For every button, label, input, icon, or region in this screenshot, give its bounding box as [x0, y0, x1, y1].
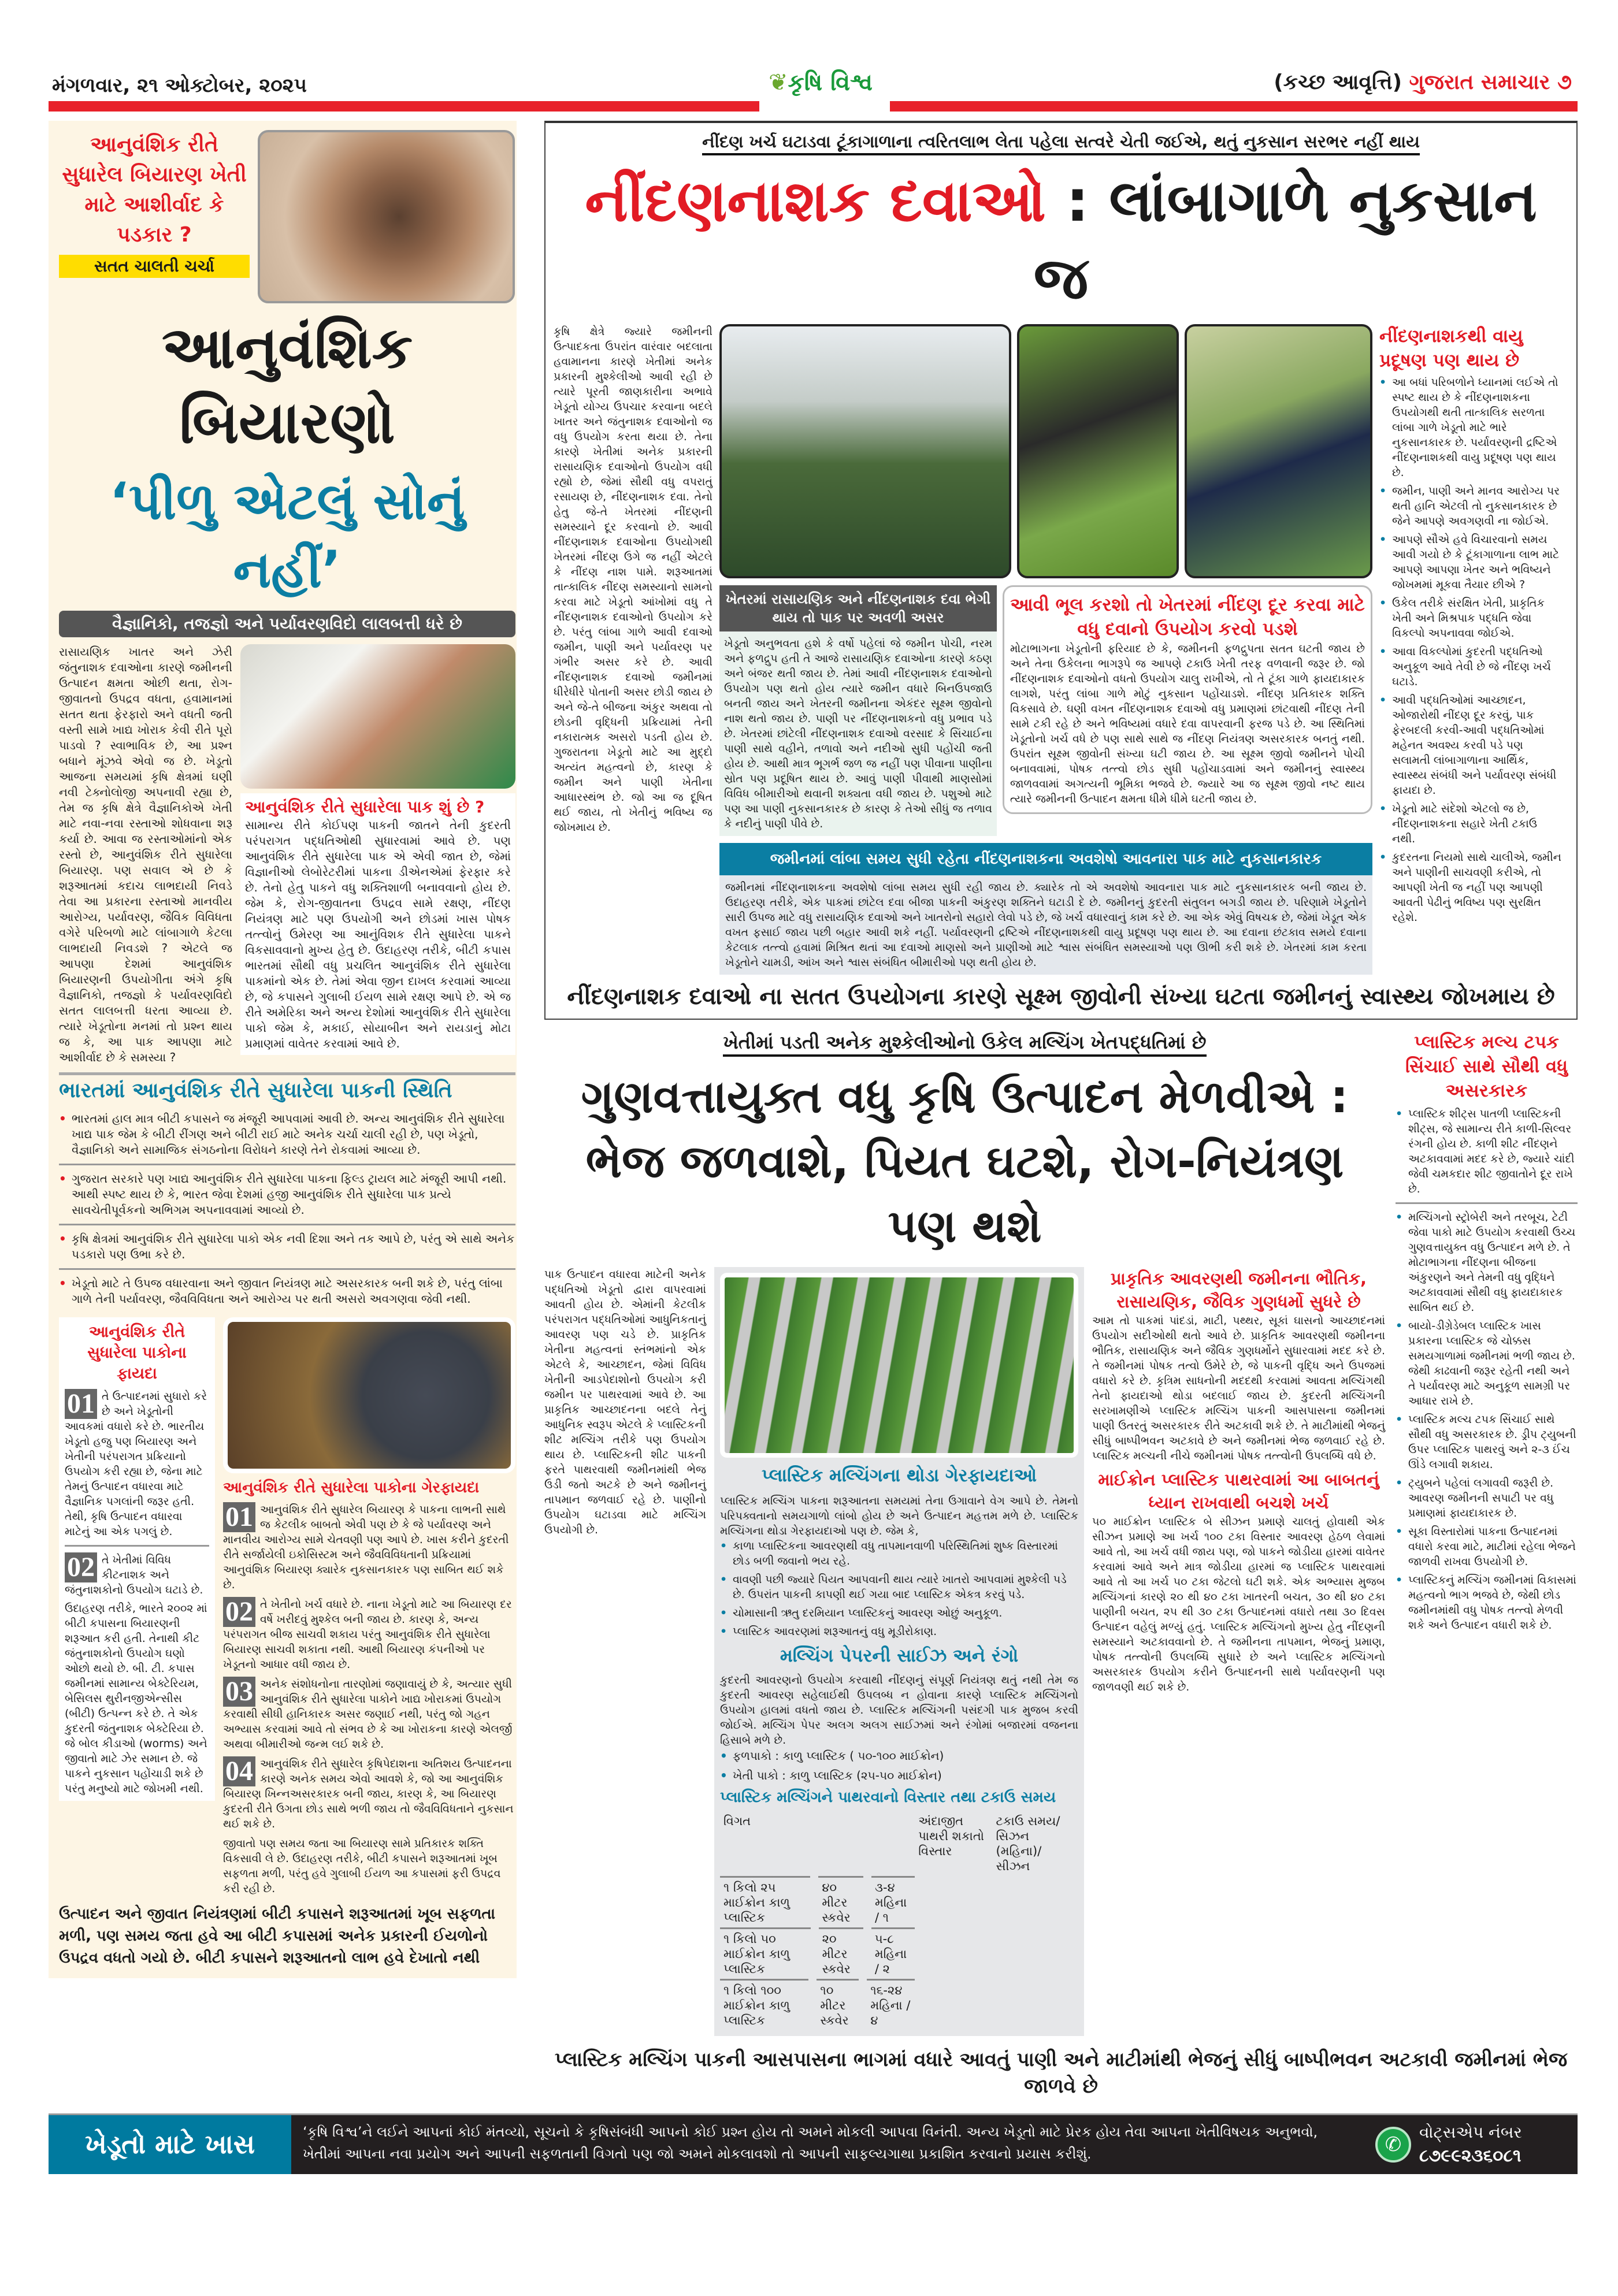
air-bullet: • ખેડૂતો માટે સંદેશો એટલો જ છે, નીંદણનાશકના સહારે ખેતી ટકાઉ નથી.: [1379, 801, 1561, 846]
gm-harms: [223, 1317, 515, 1896]
whatsapp-block: [1370, 2115, 1578, 2174]
issue-date: મંગળવાર, ૨૧ ઓક્ટોબર, ૨૦૨૫: [52, 74, 307, 97]
mulch-table: [720, 1811, 1078, 2030]
gm-headline: આનુવંશિક બિયારણો: [161, 314, 413, 456]
weed-intro: કૃષિ ક્ષેત્રે જ્યારે જમીનની ઉત્પાદકતા ઉપરાંત વારંવાર બદલાતા હવામાનના કારણે ખેતીમાં અનેક પ્રકારની મુશ્કેલીઓ આવી રહી છે ત્યારે પૂરતી જાણકારીના અભાવે ખેડૂતો યોગ્ય ઉપચાર કરવાના બદલે ખાતર અને જંતુનાશક દવાઓનો જ વધુ ઉપયોગ કરતા થયા છે. તેના કારણે ખેતીમાં અનેક પ્રકારની રાસાયણિક દવાઓનો ઉપયોગ વધી રહ્યો છે, જેમાં સૌથી વધુ વપરાતું રસાયણ છે, નીંદણનાશક દવા. તેનો હેતુ જે-તે ખેતરમાં નીંદણની સમસ્યાને દૂર કરવાનો છે. આવી નીંદણનાશક દવાઓના ઉપયોગથી ખેતરમાં નીંદણ ઉગે જ નહીં એટલે કે નીંદણ નાશ પામે. શરૂઆતમાં તાત્કાલિક નીંદણ સમસ્યાનો સામનો કરવા માટે ખેડૂતો આંખોમાં વધુ તે નીંદણનાશક દવાઓનો ઉપયોગ કરે છે. પરંતુ લાંબા ગાળે આવી દવાઓ જમીન, પાણી અને પર્યાવરણ પર ગંભીર અસર કરે છે. આવી નીંદણનાશક દવાઓ જમીનમાં ધીરેધીરે પોતાની અસર છોડી જાય છે અને જે-તે બીજના અંકુર અથવા તો છોડની વૃદ્ધિની પ્રક્રિયામાં તેની નકારાત્મક અસરો પડતી હોય છે. ગુજરાતના ખેડૂતો માટે આ મુદ્દો અત્યંત મહત્વનો છે, કારણ કે જમીન અને પાણી ખેતીના આધારસ્થંભ છે. જો આ જ દૂષિત થઈ જાય, તો ખેતીનું ભવિષ્ય જ જોખમાય છે.: [554, 325, 712, 834]
gm-harms-heading: આનુવંશિક રીતે સુધારેલા પાકોના ગેરફાયદા: [223, 1479, 480, 1496]
weed-boxes-row: [719, 585, 1372, 836]
benefit-item: 02 તે ખેતીમાં વિવિધ કીટનાશક અને જંતુનાશકોનો ઉપયોગ ઘટાડે છે.: [65, 1552, 203, 1596]
cons-intro: પ્લાસ્ટિક મલ્ચિંગ પાકના શરૂઆતના સમયમાં તેના ઉગાવાને વેગ આપે છે. તેમનો પરિપક્વતાનો સમયગાળો લાંબો હોય છે અને ઉત્પાદન મહત્તમ મળે છે. પ્લાસ્ટિક મલ્ચિંગના થોડા ગેરફાયદાઓ પણ છે. જેમ કે,: [720, 1495, 1078, 1537]
cons-bullet: • ચોમાસાની ઋતુ દરમિયાન પ્લાસ્ટિકનું આવરણ ઓછું અનુકૂળ.: [720, 1606, 1078, 1621]
harm-item: 03 અનેક સંશોધનોના તારણોમાં જણાવાયું છે કે, અત્યાર સુધી આનુવંશિક રીતે સુધારેલા પાકોને ખાદ્ય ખોરાકમાં ઉપયોગ કરવાથી સીધી હાનિકારક અસર જણાઈ નથી, પરંતુ જો ગહન અભ્યાસ કરવામાં આવે તો સંભવ છે કે આ ખોરાકના કારણે એલર્જી અથવા બીમારીઓ જન્મ લઈ શકે છે.: [223, 1676, 513, 1751]
page-body: [49, 121, 1578, 2100]
residue-heading: જમીનમાં લાંબા સમય સુધી રહેતા નીંદણનાશકના અવશેષો આવનારા પાક માટે નુકસાનકારક: [719, 843, 1372, 875]
drip-bullet: • પ્લાસ્ટિક મલ્ચ ટપક સિંચાઈ સાથે સૌથી વધુ અસરકારક છે. ડ્રીપ ટ્યુબની ઉપર પ્લાસ્ટિક પાથરવું અને ૨-૩ ઈંચ ઊંડે લગાવી શકાય.: [1396, 1412, 1578, 1472]
gm-what-section: [240, 793, 515, 1055]
india-bullet: • ગુજરાત સરકારે પણ ખાદ્ય આનુવંશિક રીતે સુધારેલા પાકના ફિલ્ડ ટ્રાયલ માટે મંજૂરી આપી નથી. આથી સ્પષ્ટ થાય છે કે, ભારત જેવા દેશમાં હજી આનુવંશિક રીતે સુધારેલા પાક પ્રત્યે સાવચેતીપૂર્વકનો અભિગમ અપનાવવામાં આવ્યો છે.: [59, 1171, 515, 1218]
gm-india-list: [59, 1111, 515, 1310]
whatsapp-label: વોટ્સએપ નંબર: [1419, 2123, 1522, 2142]
harm-item: 01 આનુવંશિક રીતે સુધારેલ બિયારણ કે પાકના લાભની સાથે જ કેટલીક બાબતો એવી પણ છે કે જે પર્યાવરણ અને માનવીય આરોગ્ય સામે ચેતવણી પણ આપે છે. ખાસ કરીને કુદરતી રીતે સર્જાયેલી ઇકોસિસ્ટમ અને જૈવવિવિધતાની પ્રક્રિયામાં આનુવંશિક બિયારણ ક્યારેક નુકસાનકારક પણ સાબિત થઈ શકે છે.: [223, 1502, 509, 1591]
air-bullets: [1379, 375, 1561, 925]
gm-pros-cons-row: [59, 1317, 515, 1896]
residue-body: જમીનમાં નીંદણનાશકના અવશેષો લાંબા સમય સુધી રહી જાય છે. ક્યારેક તો એ અવશેષો આવનારા પાક માટે નુકસાનકારક બની જાય છે. ઉદાહરણ તરીકે, એક પાકમાં છાંટેલ દવા બીજા પાકની અંકુરણ શક્તિને ઘટાડી દે છે. જમીનનું કુદરતી સંતુલન બગડી જાય છે. પરિણામે ખેડૂતોને સારી ઉપજ માટે વધુ રાસાયણિક દવાઓ અને ખાતરોનો સહારો લેવો પડે છે, જે ખર્ચ વધારવાનું કામ કરે છે. આ એક એવું વિષચક્ર છે, જેમાં ખેડૂત એક વખત ફસાઈ જાય પછી બહાર આવી શકે નહીં. પર્યાવરણની દ્રષ્ટિએ નીંદણનાશકથી વાયુ પ્રદૂષણ પણ થાય છે. આ દવાના છંટકાવ સમયે દવાના કેટલાક તત્ત્વો હવામાં મિશ્રિત થતાં આ દવાઓ માણસો અને પ્રાણીઓ માટે શ્વાસ સંબંધિત સમસ્યાઓ પણ ઊભી કરી શકે છે. ખેતરમાં કામ કરતા ખેડૂતોને ચામડી, આંખ અને શ્વાસ સંબંધિત બીમારીઓ પણ થતી હોય છે.: [725, 881, 1367, 969]
footer-message: ‘કૃષિ વિશ્વ’ને લઈને આપનાં કોઈ મંતવ્યો, સૂચનો કે કૃષિસંબંધી આપનો કોઈ પ્રશ્ન હોય તો અમને મોકલી આપવા વિનંતી. અન્ય ખેડૂતો માટે પ્રેરક હોય તેવા આપના ખેતીવિષયક અનુભવો, ખેતીમાં આપના નવા પ્રયોગ અને આપની સફળતાની વિગતો પણ જો અમને મોકલાવશો તો આપની સાફલ્યગાથા પ્રકાશિત કરવાનો પ્રયાસ કરીશું.: [303, 2124, 1318, 2162]
whatsapp-icon: ✆: [1375, 2127, 1411, 2163]
weed-bottom-line: નીંદણનાશક દવાઓ ના સતત ઉપયોગના કારણે સૂક્ષ્મ જીવોની સંખ્યા ઘટતા જમીનનું સ્વાસ્થ્ય જોખમાય છે: [567, 983, 1555, 1010]
drip-list: [1396, 1106, 1578, 1633]
drip-bullet: • પ્લાસ્ટિક શીટ્સ પાતળી પ્લાસ્ટિકની શીટ્સ, જે સામાન્ય રીતે કાળી-સિલ્વર રંગની હોય છે. કાળી શીટ નીંદણને અટકાવવામાં મદદ કરે છે, જ્યારે ચાંદી જેવી ચમકદાર શીટ જીવાતોને દૂર રાખે છે.: [1396, 1106, 1578, 1197]
india-bullet: • ખેડૂતો માટે તે ઉપજ વધારવાના અને જીવાત નિયંત્રણ માટે અસરકારક બની શકે છે, પરંતુ લાંબા ગાળે તેની પર્યાવરણ, જૈવવિવિધતા અને આરોગ્ય પર થતી અસરો અવગણવા જેવી નથી.: [59, 1276, 515, 1307]
drip-heading: પ્લાસ્ટિક મલ્ચ ટપક સિંચાઈ સાથે સૌથી વધુ અસરકારક: [1405, 1032, 1568, 1101]
gm-benefits-heading: આનુવંશિક રીતે સુધારેલા પાકોના ફાયદા: [87, 1323, 187, 1383]
chem-heading: ખેતરમાં રાસાયણિક અને નીંદણનાશક દવા ભેગી થાય તો પાક પર અવળી અસર: [719, 585, 997, 631]
drip-bullet: • પ્લાસ્ટિકનું મલ્ચિંગ જમીનમાં વિકાસમાં મહત્વનો ભાગ ભજવે છે, જેથી છોડ જમીનમાંથી વધુ પોષક તત્ત્વો મેળવી શકે અને ઉત્પાદન વધારી શકે છે.: [1396, 1573, 1578, 1633]
micron-body: ૫૦ માઈક્રોન પ્લાસ્ટિક બે સીઝન પ્રમાણે ચાલતું હોવાથી એક સીઝન પ્રમાણે આ ખર્ચ ૧૦૦ ટકા વિસ્તાર આવરણ હેઠળ લેવામાં આવે તો, આ ખર્ચ વધી જાય પણ, જો પાકને જોડીયા હારમાં વાવેતર કરવામાં આવે અને માત્ર જોડીયા હારમાં જ પ્લાસ્ટિક પાથરવામાં આવે તો આ ખર્ચ ૫૦ ટકા જેટલો ઘટી શકે. એક અભ્યાસ મુજબ મલ્ચિંગનાં કારણે ૨૦ થી ૪૦ ટકા ખાતરની બચત, ૩૦ થી ૪૦ ટકા પાણીની બચત, ૨૫ થી ૩૦ ટકા ઉત્પાદનમાં વધારો તથા ૩૦ દિવસ ઉત્પાદન વહેલું મળ્યું હતું. પ્લાસ્ટિક મલ્ચિંગનો મુખ્ય હેતુ નીંદણની સમસ્યાને અટકાવવાનો છે. તે જમીનના તાપમાન, ભેજનું પ્રમાણ, પોષક તત્ત્વોની ઉપલબ્ધિ સુધારે છે અને પ્લાસ્ટિક મલ્ચિંગનો અસરકારક ઉપયોગ કરીને ઉત્પાદનની સાથે પર્યાવરણની પણ જાળવણી થઈ શકે છે.: [1092, 1515, 1385, 1693]
weed-kicker: નીંદણ ખર્ચ ઘટાડવા ટૂંકાગાળાના ત્વરિતલાભ લેતા પહેલા સત્વરે ચેતી જઈએ, થતું નુકસાન સરભર નહીં થાય: [702, 130, 1420, 155]
cons-heading: પ્લાસ્ટિક મલ્ચિંગના થોડા ગેરફાયદાઓ: [761, 1465, 1037, 1486]
discussion-tag: સતત ચાલતી ચર્ચા: [59, 255, 250, 278]
weed-headline: નીંદણનાશક દવાઓ : લાંબાગાળે નુકસાન જ: [585, 167, 1537, 312]
mulch-main: [544, 1030, 1385, 2036]
gm-closing: ઉત્પાદન અને જીવાત નિયંત્રણમાં બીટી કપાસને શરૂઆતમાં ખૂબ સફળતા મળી, પણ સમય જતા હવે આ બીટી કપાસમાં અનેક પ્રકારની ઈયળોનો ઉપદ્રવ વધતો ગયો છે. બીટી કપાસને શરૂઆતનો લાભ હવે દેખાતો નથી: [59, 1905, 496, 1967]
gm-seeds-article: [49, 121, 517, 1978]
drip-section: [1396, 1030, 1578, 1636]
air-bullet: • જમીન, પાણી અને માનવ આરોગ્ય પર થતી હાનિ એટલી તો નુકસાનકારક છે જેને આપણે અવગણવી ના જોઈએ.: [1379, 484, 1561, 529]
air-pollution-section: [1379, 324, 1561, 928]
drip-bullet: • બાયો-ડીગ્રેડેબલ પ્લાસ્ટિક ખાસ પ્રકારના પ્લાસ્ટિક જે ચોક્કસ સમયગાળામાં જમીનમાં ભળી જાય છે. જેથી કાઢવાની જરૂર રહેતી નથી અને તે પર્યાવરણ માટે અનુકૂળ સામગ્રી પર આધાર રાખે છે.: [1396, 1318, 1578, 1409]
size-heading: મલ્ચિંગ પેપરની સાઈઝ અને રંગો: [780, 1645, 1019, 1666]
air-bullet: • ઉકેલ તરીકે સંરક્ષિત ખેતી, પ્રાકૃતિક ખેતી અને મિશ્રપાક પદ્ધતિ જેવા વિકલ્પો અપનાવવા જોઈએ.: [1379, 596, 1561, 641]
harm-item: 02 તે ખેતીનો ખર્ચ વધારે છે. નાના ખેડૂતો માટે આ બિયારણ દર વર્ષે ખરીદવું મુશ્કેલ બની જાય છે. કારણ કે, અન્ય પરંપરાગત બીજ સાચવી શકાય પરંતુ આનુવંશિક રીતે સુધારેલા બિયારણ સાચવી શકાતા નથી. આથી બિયારણ કંપનીઓ પર ખેડૂતનો આધાર વધી જાય છે.: [223, 1596, 512, 1671]
cons-bullet: • કાળા પ્લાસ્ટિકના આવરણથી વધુ તાપમાનવાળી પરિસ્થિતિમાં શુષ્ક વિસ્તારમાં છોડ બળી જવાનો ભય રહે.: [720, 1539, 1078, 1569]
table-row: ૧ કિલો ૫૦ માઈક્રોન કાળુ પ્લાસ્ટિક ૨૦ મીટર સ્કવેર ૫-૮ મહિના / ૨: [720, 1927, 915, 1979]
mulch-kicker-wrap: [544, 1030, 1385, 1057]
weed-middle: [719, 324, 1372, 975]
page-number: ૭: [1557, 70, 1572, 94]
size-body: કુદરતી આવરણનો ઉપયોગ કરવાથી નીંદણનું સંપૂર્ણ નિયંત્રણ થતું નથી તેમ જ કુદરતી આવરણ સહેલાઈથી ઉપલબ્ધ ન હોવાના કારણે પ્લાસ્ટિક મલ્ચિંગનો ઉપયોગ હાલમાં વધતો જાય છે. પ્લાસ્ટિક મલ્ચિંગની પસંદગી પાક મુજબ કરવી જોઈએ. મલ્ચિંગ પેપર અલગ અલગ સાઈઝમાં અને રંગોમાં બજારમાં વજનના હિસાબે મળે છે.: [720, 1674, 1078, 1747]
drip-bullet: • મલ્ચિંગનો સ્ટ્રોબેરી અને તરબૂચ, ટેટી જેવા પાકો માટે ઉપયોગ કરવાથી ઉચ્ચ ગુણવત્તાયુક્ત વધુ ઉત્પાદન મળે છે. તે મોટાભાગના નીંદણના બીજના અંકુરણને અને તેમની વધુ વૃદ્ધિને અટકાવવામાં સૌથી વધુ ફાયદાકારક સાબિત થઈ છે.: [1396, 1210, 1578, 1315]
table-heading: પ્લાસ્ટિક મલ્ચિંગને પાથરવાનો વિસ્તાર તથા ટકાઉ સમય: [720, 1789, 1056, 1806]
size-bullet: • ખેતી પાકો : કાળુ પ્લાસ્ટિક (૨૫-૫૦ માઈક્રોન): [720, 1767, 1078, 1784]
table-row: ૧ કિલો ૨૫ માઈક્રોન કાળુ પ્લાસ્ટિક ૪૦ મીટર સ્કવેર ૩-૪ મહિના / ૧: [720, 1876, 915, 1927]
air-heading: નીંદણનાશકથી વાયુ પ્રદૂષણ પણ થાય છે: [1379, 326, 1523, 371]
gm-what-col: [240, 644, 515, 1055]
air-bullet: • આ બધાં પરિબળોને ધ્યાનમાં લઈએ તો સ્પષ્ટ થાય છે કે નીંદણનાશકના ઉપયોગથી થતી તાત્કાલિક સરળતા લાંબા ગાળે ખેડૂતો માટે ભારે નુકસાનકારક છે. પર્યાવરણની દ્રષ્ટિએ નીંદણનાશકથી વાયુ પ્રદૂષણ પણ થાય છે.: [1379, 375, 1561, 480]
gm-india-heading: ભારતમાં આનુવંશિક રીતે સુધારેલા પાકની સ્થિતિ: [59, 1072, 515, 1104]
air-bullet: • આવા વિકલ્પોમાં કુદરતી પદ્ધતિઓ અનુકૂળ આવે તેવી છે જે નીંદણ ખર્ચ ઘટાડે.: [1379, 644, 1561, 689]
drip-bullet: • ટ્યુબને પહેલાં લગાવવી જરૂરી છે. આવરણ જમીનની સપાટી પર વધુ પ્રમાણમાં ફાયદાકારક છે.: [1396, 1476, 1578, 1521]
right-articles: [544, 121, 1578, 2100]
mulch-columns: [544, 1267, 1385, 2036]
gm-intro: રાસાયણિક ખાતર અને ઝેરી જંતુનાશક દવાઓના કારણે જમીનની ઉત્પાદન ક્ષમતા ઓછી થતા, રોગ-જીવાતનો ઉપદ્રવ વધતા, હવામાનમાં સતત થતા ફેરફારો અને વધતી જતી વસ્તી સામે ખાદ્ય ખોરાક કેવી રીતે પૂરો પાડવો ? સ્વાભાવિક છે, આ પ્રશ્ન બધાને મૂંઝવે એવો જ છે. ખેડૂતો આજના સમયમાં કૃષિ ક્ષેત્રમાં ઘણી નવી ટેક્નોલોજી અપનાવી રહ્યા છે, તેમ જ કૃષિ ક્ષેત્રે વૈજ્ઞાનિકોએ ખેતી માટે નવા-નવા રસ્તાઓ શોધવાના શરૂ કર્યા છે. આવા જ રસ્તાઓમાંનો એક રસ્તો છે, આનુવંશિક રીતે સુધારેલા બિયારણ. પણ સવાલ એ છે કે શરૂઆતમાં કદાચ લાભદાયી નિવડે તેવા આ પ્રકારના રસ્તાઓ માનવીય આરોગ્ય, પર્યાવરણ, જૈવિક વિવિધતા વગેરે પરિબળો માટે લાંબાગાળે કેટલા લાભદાયી નિવડશે ? એટલે જ આપણા દેશમાં આનુવંશિક બિયારણની ઉપયોગીતા અંગે કૃષિ વૈજ્ઞાનિકો, તજજ્ઞો કે પર્યાવરણવિદો સતત લાલબત્તી ધરતા આવ્યા છે. ત્યારે ખેડૂતોના મનમાં તો પ્રશ્ન થાય જ કે, આ પાક આપણા માટે આશીર્વાદ છે કે સમસ્યા ?: [59, 645, 232, 1064]
weed-grid: [554, 324, 1568, 975]
header-rule-right: [890, 101, 1578, 112]
page-header: [0, 0, 1618, 121]
field-spray-photo: [1185, 324, 1372, 578]
col-header: અંદાજીત પાથરી શકાતો વિસ્તાર: [918, 1814, 984, 1858]
mulch-intro: પાક ઉત્પાદન વધારવા માટેની અનેક પદ્ધતિઓ ખેડૂતો દ્વારા વાપરવામાં આવતી હોય છે. એમાંની કેટલીક પરંપરાગત પદ્ધતિઓમાં આધુનિકતાનું આવરણ પણ ચડે છે. પ્રાકૃતિક ખેતીના મહત્વનાં સ્તંભમાંનો એક એટલે કે, આચ્છાદન, જેમાં વિવિધ ખેતીની આડપેદાશોનો ઉપયોગ કરી જમીન પર પાથરવામાં આવે છે. આ પ્રાકૃતિક આચ્છાદનના બદલે તેનું આધુનિક સ્વરૂપ એટલે કે પ્લાસ્ટિકની શીટ મલ્ચિંગ તરીકે પણ ઉપયોગ થાય છે. પ્લાસ્ટિકની શીટ પાકની ફરતે પાથરવાથી જમીનમાંથી ભેજ ઉડી જતો અટકે છે અને જમીનનું તાપમાન જળવાઈ રહે છે. પાણીનો ઉપયોગ ઘટાડવા માટે મલ્ચિંગ ઉપયોગી છે.: [544, 1268, 706, 1536]
weed-kicker-wrap: [554, 130, 1568, 155]
section-logo: ❦કૃષિ વિશ્વ: [769, 69, 873, 96]
edition-info: (કચ્છ આવૃત્તિ) ગુજરાત સમાચાર ૭: [1274, 70, 1572, 94]
cons-list: [720, 1539, 1078, 1639]
gm-benefits-box: [59, 1317, 215, 1801]
weedicide-article: [544, 121, 1578, 1020]
mulch-bottom-line: પ્લાસ્ટિક મલ્ચિંગ પાકની આસપાસના ભાગમાં વધારે આવતું પાણી અને માટીમાંથી ભેજનું સીધું બાષ્પીભવન અટકાવી જમીનમાં ભેજ જાળવે છે: [554, 2048, 1568, 2098]
residue-section: [719, 843, 1372, 975]
footer-tag: ખેડૂતો માટે ખાસ: [49, 2115, 291, 2174]
air-bullet: • કુદરતના નિયમો સાથે ચાલીએ, જમીન અને પાણીની સાચવણી કરીએ, તો આપણી ખેતી જ નહીં પણ આપણી આવતી પેઢીનું ભવિષ્ય પણ સુરક્ષિત રહેશે.: [1379, 850, 1561, 925]
gm-subheadline: ‘પીળુ એટલું સોનું નહીં’: [109, 471, 465, 599]
air-bullet: • આવી પદ્ધતિઓમાં આચ્છાદન, ઓજારોથી નીંદણ દૂર કરવું, પાક ફેરબદલી કરવી-આવી પદ્ધતિઓમાં મહેનત અવશ્ય કરવી પડે પણ સલામતી લાંબાગાળાના આર્થિક, સ્વાસ્થ્ય સંબંધી અને પર્યાવરણ સંબંધી ફાયદા છે.: [1379, 693, 1561, 798]
table-row: ૧ કિલો ૧૦૦ માઈક્રોન કાળુ પ્લાસ્ટિક ૧૦ મીટર સ્કવેર ૧૬-૨૪ મહિના / ૪: [720, 1979, 915, 2030]
mulch-article: [544, 1030, 1578, 2036]
paper-name: ગુજરાત સમાચાર: [1409, 70, 1550, 94]
benefit-item: 01 તે ઉત્પાદનમાં સુધારો કરે છે અને ખેડૂતોની આવકમાં વધારો કરે છે. ભારતીય ખેડૂતો હજુ પણ બિયારણ અને ખેતીની પરંપરાગત પ્રક્રિયાનો ઉપયોગ કરી રહ્યા છે, જેના માટે તેમનું ઉત્પાદન વધારવા માટે વૈજ્ઞાનિક પગલાંની જરૂર હતી. તેથી, કૃષિ ઉત્પાદન વધારવા માટેનું આ એક પગલું છે.: [65, 1388, 207, 1538]
weeding-farmer-photo: [1017, 324, 1179, 578]
size-bullet: • ફળપાકો : કાળુ પ્લાસ્ટિક ( ૫૦-૧૦૦ માઈક્રોન): [720, 1748, 1078, 1764]
cons-bullet: • પ્લાસ્ટિક આવરણમાં શરૂઆતનું વધુ મૂડીરોકાણ.: [720, 1624, 1078, 1639]
chem-body: ખેડૂતો અનુભવતા હશે કે વર્ષો પહેલાં જે જમીન પોચી, નરમ અને ફળદ્રુપ હતી તે આજે રાસાયણિક દવાઓના કારણે કઠણ અને બંજર થતી જાય છે. તેમાં આવી નીંદણનાશક દવાઓનો ઉપયોગ પણ થતો હોય ત્યારે જમીન વધારે બિનઉપજાઉ બનતી જાય અને ખેતરની જમીનના એકંદર સૂક્ષ્મ જીવોનો નાશ થતો જાય છે. પાણી પર નીંદણનાશકનો વધુ પ્રભાવ પડે છે. ખેતરમાં છાંટેલી નીંદણનાશક દવાઓ વરસાદ કે સિંચાઈના પાણી સાથે વહીને, તળાવો અને નદીઓ સુધી પહોંચી જતી હોય છે. આથી માત્ર ભૂગર્ભ જળ જ નહીં પણ પીવાના પાણીના સ્રોત પણ પ્રદૂષિત થાય છે. આવું પાણી પીવાથી માણસોમાં વિવિધ બીમારીઓ થવાની શક્યતા વધી જાય છે. પશુઓ માટે પણ આ પાણી નુકસાનકારક છે કારણ કે તેઓ સીધું જ તળાવ કે નદીનું પાણી પીવે છે.: [724, 637, 992, 830]
cotton-photo: [240, 644, 515, 789]
benefit-extra: ઉદાહરણ તરીકે, ભારતે ૨૦૦૨ માં બીટી કપાસના બિયારણની શરૂઆત કરી હતી. તેનાથી કીટ જંતુનાશકોનો ઉપયોગ ઘણો ઓછો થયો છે. બી. ટી. કપાસ જમીનમાં સામાન્ય બેક્ટેરિયમ, બેસિલસ થુરીનજીએન્સીસ (બીટી) ઉત્પન્ન કરે છે. તે એક કુદરતી જંતુનાશક બેક્ટેરિયા છે. જે બોલ કીડાઓ (worms) અને જીવાતો માટે ઝેર સમાન છે. જે પાકને નુકસાન પહોંચાડી શકે છે પરંતુ મનુષ્યો માટે જોખમી નથી.: [65, 1602, 207, 1795]
mistake-section: [1003, 585, 1372, 814]
natural-heading: પ્રાકૃતિક આવરણથી જમીનના ભૌતિક, રાસાયણિક, જૈવિક ગુણધર્મો સુધરે છે: [1110, 1269, 1367, 1312]
mistake-heading: આવી ભૂલ કરશો તો ખેતરમાં નીંદણ દૂર કરવા માટે વધુ દવાનો ઉપયોગ કરવો પડશે: [1010, 595, 1365, 640]
gm-top-row: [59, 130, 515, 303]
mulch-headline: ગુણવત્તાયુક્ત વધુ કૃષિ ઉત્પાદન મેળવીએ : ભેજ જળવાશે, પિયત ઘટશે, રોગ-નિયંત્રણ પણ થશે: [581, 1071, 1349, 1253]
mulch-field-photo: [720, 1273, 1078, 1458]
india-bullet: • ભારતમાં હાલ માત્ર બીટી કપાસને જ મંજૂરી આપવામાં આવી છે. અન્ય આનુવંશિક રીતે સુધારેલા ખાદ્ય પાક જેમ કે બીટી રીંગણ અને બીટી રાઈ માટે અનેક ચર્ચા ચાલી રહી છે, પણ ખેડૂતો, વૈજ્ઞાનિકો અને સામાજિક સંગઠનોના વિરોધને કારણે તેને રોકવામાં આવ્યા છે.: [59, 1111, 515, 1158]
seed-sack-photo: [223, 1317, 515, 1473]
col-header: વિગત: [723, 1814, 751, 1828]
seeds-hand-photo: [258, 130, 515, 303]
india-bullet: • કૃષિ ક્ષેત્રમાં આનુવંશિક રીતે સુધારેલા પાકો એક નવી દિશા અને તક આપે છે, પરંતુ એ સાથે અનેક પડકારો પણ ઉભા કરે છે.: [59, 1231, 515, 1262]
whatsapp-number[interactable]: ૮૭૯૯૨૩૬૦૮૧: [1419, 2146, 1521, 2166]
gm-kicker-block: [59, 130, 250, 278]
header-rule-left: [49, 101, 759, 112]
gm-what-heading: આનુવંશિક રીતે સુધારેલા પાક શું છે ?: [245, 797, 485, 816]
chem-section: [719, 585, 997, 836]
farmers-footer: [49, 2113, 1578, 2174]
gm-what-body: સામાન્ય રીતે કોઈપણ પાકની જાતને તેની કુદરતી પરંપરાગત પદ્ધતિઓથી સુધારવામાં આવે છે. પણ આનુવંશિક રીતે સુધારેલા પાક એ એવી જાત છે, જેમાં વિજ્ઞાનીઓ લેબોરેટરીમાં પાકના ડીએનએમાં ફેરફાર કરે છે. તેનો હેતુ પાકને વધુ શક્તિશાળી બનાવવાનો હોય છે. જેમ કે, રોગ-જીવાતના ઉપદ્રવ સામે રક્ષણ, નીંદણ નિયંત્રણ માટે પણ ઉપયોગી અને છોડમાં ખાસ પોષક તત્ત્વોનું ઉમેરણ આ આનુંવિશક રીતે સુધારેલા પાકને વિકસાવવાનો મુખ્ય હેતુ છે. ઉદાહરણ તરીકે, બીટી કપાસ ભારતમાં સૌથી વધુ પ્રચલિત આનુવંશિક રીતે સુધારેલા પાકમાંનો એક છે. તેમાં એવા જીન દાખલ કરવામાં આવ્યા છે, જે કપાસને ગુલાબી ઈયળ સામે રક્ષણ આપે છે. એ જ રીતે અમેરિકા અને અન્ય દેશોમાં આનુવંશિક રીતે સુધારેલા પાકો જેમ કે, મકાઈ, સોયાબીન અને રાયડાનું મોટા પ્રમાણમાં વાવેતર કરવામાં આવે છે.: [245, 818, 511, 1050]
leaf-icon: ❦: [769, 69, 788, 96]
weed-photos: [719, 324, 1372, 578]
mulch-cons-section: [714, 1267, 1084, 2036]
gm-intro-row: [59, 644, 515, 1065]
mulch-kicker: ખેતીમાં પડતી અનેક મુશ્કેલીઓનો ઉકેલ મલ્ચિંગ ખેતપદ્ધતિમાં છે: [723, 1030, 1206, 1057]
harm-extra: જીવાતો પણ સમય જતા આ બિયારણ સામે પ્રતિકારક શક્તિ વિકસાવી લે છે. ઉદાહરણ તરીકે, બીટી કપાસને શરૂઆતમાં ખૂબ સફળતા મળી, પરંતુ હવે ગુલાબી ઈયળ આ કપાસમાં ફરી ઉપદ્રવ કરી રહી છે.: [223, 1837, 501, 1895]
gm-band: વૈજ્ઞાનિકો, તજજ્ઞો અને પર્યાવરણવિદો લાલબત્તી ધરે છે: [59, 611, 515, 637]
spraying-photo: [719, 324, 1011, 578]
micron-heading: માઈક્રોન પ્લાસ્ટિક પાથરવામાં આ બાબતનું ધ્યાન રાખવાથી બચશે ખર્ચ: [1098, 1470, 1379, 1513]
cons-bullet: • વાવણી પછી જ્યારે પિયત આપવાની થાય ત્યારે ખાતરો આપવામાં મુશ્કેલી પડે છે. ઉપરાંત પાકની કાપણી થઈ ગયા બાદ પ્લાસ્ટિક એકત્ર કરવું પડે.: [720, 1572, 1078, 1602]
mistake-body: મોટાભાગના ખેડૂતોની ફરિયાદ છે કે, જમીનની ફળદ્રુપતા સતત ઘટતી જાય છે અને તેના ઉકેલના ભાગરૂપે જ આપણે ટકાઉ ખેતી તરફ વળવાની જરૂર છે. જો નીંદણનાશક દવાઓનો વધતો ઉપયોગ ચાલુ રાખીએ, તો તે ટૂંકા ગાળે ફાયદાકારક લાગશે, પરંતુ લાંબા ગાળે મોટું નુકસાન પહોંચાડશે. નીંદણ પ્રતિકારક શક્તિ વિકસાવે છે. ઘણી વખત નીંદણનાશક દવાઓ વધુ પ્રમાણમાં છાંટવાથી નીંદણ તેની સામે ટકી રહે છે અને ભવિષ્યમાં વધારે દવા વાપરવાની ફરજ પડે છે. આ સ્થિતિમાં ખેડૂતોનો ખર્ચ વધે છે પણ સાથે સાથે જ નીંદણ નિયંત્રણ અસરકારક બનતું નથી. ઉપરાંત સૂક્ષ્મ જીવોની સંખ્યા ઘટી જાય છે. આ સૂક્ષ્મ જીવો જમીનને પોચી બનાવવામાં, પોષક તત્ત્વો છોડ સુધી પહોંચાડવામાં અને જમીનનું સ્વાસ્થ્ય જાળવવામાં અગત્યની ભૂમિકા ભજવે છે. જ્યારે આ જ સૂક્ષ્મ જીવો નષ્ટ થાય ત્યારે જમીનની ઉત્પાદન ક્ષમતા ધીમે ધીમે ઘટતી જાય છે.: [1010, 642, 1365, 805]
mulch-natural-section: [1092, 1267, 1385, 1695]
natural-body: આમ તો પાકમાં પાંદડાં, માટી, પથ્થર, સૂકાં ઘાસનો આચ્છાદનમાં ઉપયોગ સદીઓથી થતો આવે છે. પ્રાકૃતિક આવરણથી જમીનના ભૌતિક, રાસાયણિક અને જૈવિક ગુણધર્મોને સુધારવામાં મદદ કરે છે. તે જમીનમાં પોષક તત્વો ઉમેરે છે, જે પાકની વૃદ્ધિ અને ઉપજમાં વધારો કરે છે. કૃત્રિમ સાધનોની મદદથી કરવામાં આવતા મલ્ચિંગથી તેનો ફાયદાઓ થોડા બદલાઈ જાય છે. કુદરતી મલ્ચિંગની સરખામણીએ પ્લાસ્ટિક મલ્ચિંગ પાકની આસપાસના જમીનમાં પાણી ઉતરતું અસરકારક રીતે અટકાવી શકે છે. તે માટીમાંથી ભેજનું સીધું બાષ્પીભવન અટકાવે છે અને જમીનમાં ભેજ જળવાઈ રહે છે. પ્લાસ્ટિક મલ્ચની નીચે જમીનમાં પોષક તત્ત્વોની ઉપલબ્ધિ વધે છે.: [1092, 1314, 1385, 1462]
drip-bullet: • સૂકા વિસ્તારોમાં પાકના ઉત્પાદનમાં વધારો કરવા માટે, માટીમાં રહેલા ભેજને જાળવી રાખવા ઉપયોગી છે.: [1396, 1524, 1578, 1569]
air-bullet: • આપણે સૌએ હવે વિચારવાનો સમય આવી ગયો છે કે ટૂંકાગાળાના લાભ માટે આપણે આપણા ખેતર અને ભવિષ્યને જોખમમાં મૂકવા તૈયાર છીએ ?: [1379, 532, 1561, 592]
size-list: [720, 1748, 1078, 1784]
col-header: ટકાઉ સમય/ સિઝન (મહિના)/સીઝન: [996, 1814, 1060, 1873]
gm-kicker: આનુવંશિક રીતે સુધારેલ બિયારણ ખેતી માટે આશીર્વાદ કે પડકાર ?: [62, 133, 247, 247]
whatsapp-text: [1419, 2121, 1522, 2168]
harm-item: 04 આનુવંશિક રીતે સુધારેલ કૃષિપેદાશના અતિશય ઉત્પાદનના કારણે અનેક સમય એવો આવશે કે, જો આ આનુવંશિક બિયારણ ખિન્નઅસરકારક બની જાય, કારણ કે, આ બિયારણ કુદરતી રીતે ઉગતા છોડ સાથે ભળી જાય તો જૈવવિવિધતાને નુકસાન થઈ શકે છે.: [223, 1756, 514, 1830]
